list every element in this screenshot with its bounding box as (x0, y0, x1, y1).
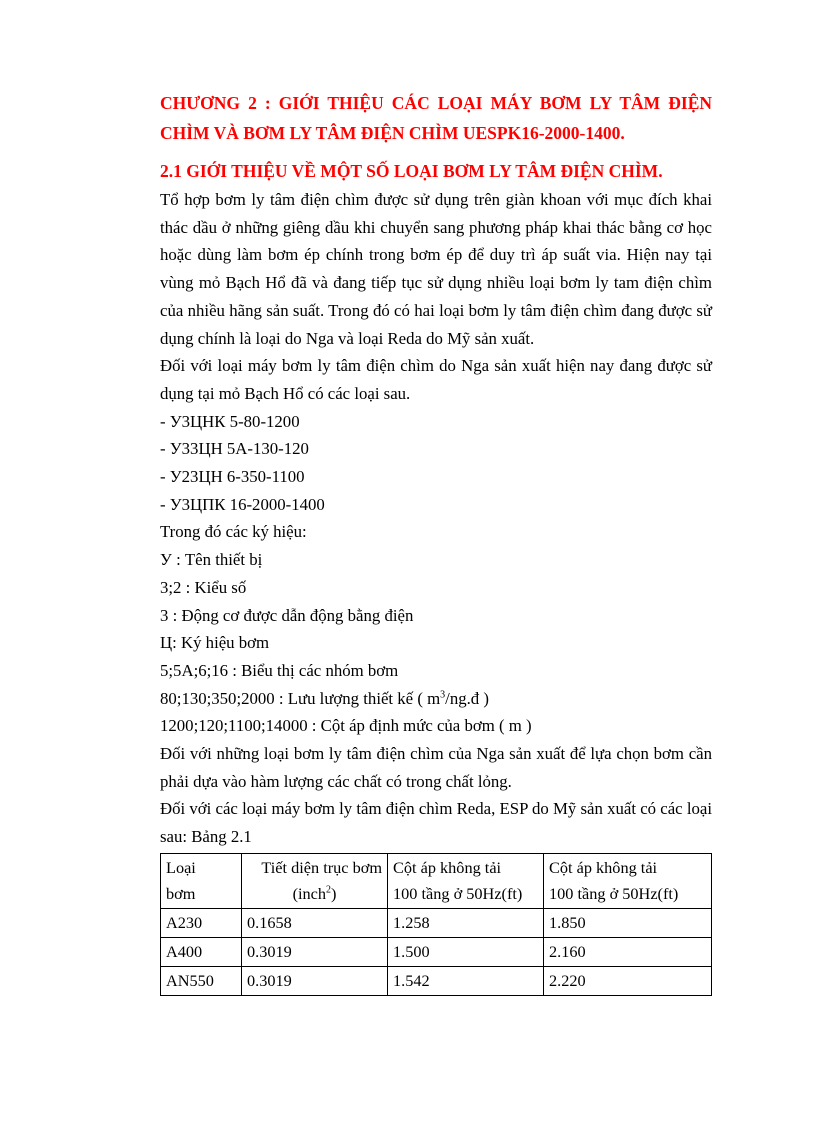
header-text: 100 tầng ở 50Hz(ft) (549, 883, 679, 903)
symbol-line: 5;5A;6;16 : Biểu thị các nhóm bơm (160, 660, 399, 680)
paragraph-intro: Tổ hợp bơm ly tâm điện chìm được sử dụng trên giàn khoan với mục đích khai thác dầu ở những giêng dầu khi chuyển sang phương pháp khai thác bằng cơ học hoặc dùng làm bơm ép chính trong bơm ép để duy trì áp suất via. Hiện nay tại vùng mỏ Bạch Hổ đã và đang tiếp tục sử dụng nhiều loại bơm ly tam điện chìm của nhiều hãng sản suất. Trong đó có hai loại bơm ly tâm điện chìm đang được sử dụng chính là loại do Nga và loại Reda do Mỹ sản xuất. (160, 190, 712, 348)
paragraph-selection: Đối với những loại bơm ly tâm điện chìm của Nga sản xuất để lựa chọn bơm cần phải dựa vào hàm lượng các chất có trong chất lỏng. (160, 744, 712, 791)
table-cell: 1.542 (388, 966, 544, 995)
document-page (160, 88, 712, 996)
header-text: Cột áp không tải (549, 857, 658, 877)
symbol-line: 3 : Động cơ được dẫn động bằng điện (160, 605, 414, 625)
paragraph-russian-pumps: Đối với loại máy bơm ly tâm điện chìm do Nga sản xuất hiện nay đang được sử dụng tại mỏ Bạch Hổ có các loại sau. (160, 356, 712, 403)
header-text: Loại (166, 857, 196, 877)
table-cell: AN550 (161, 966, 242, 995)
table-cell: 1.500 (388, 937, 544, 966)
table-row (161, 908, 712, 937)
pump-table (160, 853, 712, 996)
table-cell: 1.850 (544, 908, 712, 937)
body-text (160, 186, 712, 851)
table-cell: 2.160 (544, 937, 712, 966)
table-cell: 2.220 (544, 966, 712, 995)
table-cell: A230 (161, 908, 242, 937)
symbol-line: У : Tên thiết bị (160, 550, 263, 570)
header-unit-close: ) (331, 883, 337, 903)
header-cell-head-2 (544, 853, 712, 908)
symbols-intro: Trong đó các ký hiệu: (160, 522, 307, 542)
header-cell-head-1 (388, 853, 544, 908)
header-text: Cột áp không tải (393, 857, 502, 877)
pump-list-item: - У23ЦН 6-350-1100 (160, 467, 305, 487)
pump-list-item: - У3ЦПК 16-2000-1400 (160, 494, 325, 514)
table-row (161, 937, 712, 966)
header-unit-text: (inch (292, 883, 327, 903)
table-cell: 1.258 (388, 908, 544, 937)
table-cell: A400 (161, 937, 242, 966)
pump-list-item: - У3ЦНК 5-80-1200 (160, 411, 300, 431)
chapter-title: CHƯƠNG 2 : GIỚI THIỆU CÁC LOẠI MÁY BƠM LY TÂM ĐIỆN CHÌM VÀ BƠM LY TÂM ĐIỆN CHÌM UESPK16-2000-1400. (160, 93, 712, 143)
header-text: bơm (166, 883, 196, 903)
flow-superscript: 3 (440, 689, 446, 701)
header-unit (247, 881, 382, 907)
table-cell: 0.3019 (242, 937, 388, 966)
symbol-line-flow (160, 685, 712, 713)
table-cell: 0.3019 (242, 966, 388, 995)
symbol-line: Ц: Ký hiệu bơm (160, 633, 270, 653)
table-row (161, 966, 712, 995)
header-text: Tiết diện trục bơm (261, 857, 382, 877)
header-cell-type (161, 853, 242, 908)
header-text: 100 tầng ở 50Hz(ft) (393, 883, 523, 903)
header-cell-shaft (242, 853, 388, 908)
table-cell: 0.1658 (242, 908, 388, 937)
section-title: 2.1 GIỚI THIỆU VỀ MỘT SỐ LOẠI BƠM LY TÂM ĐIỆN CHÌM. (160, 161, 663, 181)
header-unit-sup: 2 (326, 884, 332, 896)
paragraph-reda: Đối với các loại máy bơm ly tâm điện chìm Reda, ESP do Mỹ sản xuất có các loại sau: Bảng 2.1 (160, 799, 712, 847)
flow-unit: /ng.đ ) (445, 688, 489, 708)
symbol-line-head: 1200;120;1100;14000 : Cột áp định mức của bơm ( m ) (160, 716, 532, 736)
pump-list-item: - У33ЦН 5А-130-120 (160, 439, 309, 459)
table-header-row (161, 853, 712, 908)
flow-text: 80;130;350;2000 : Lưu lượng thiết kế ( m (160, 688, 441, 708)
symbol-line: 3;2 : Kiểu số (160, 577, 247, 597)
